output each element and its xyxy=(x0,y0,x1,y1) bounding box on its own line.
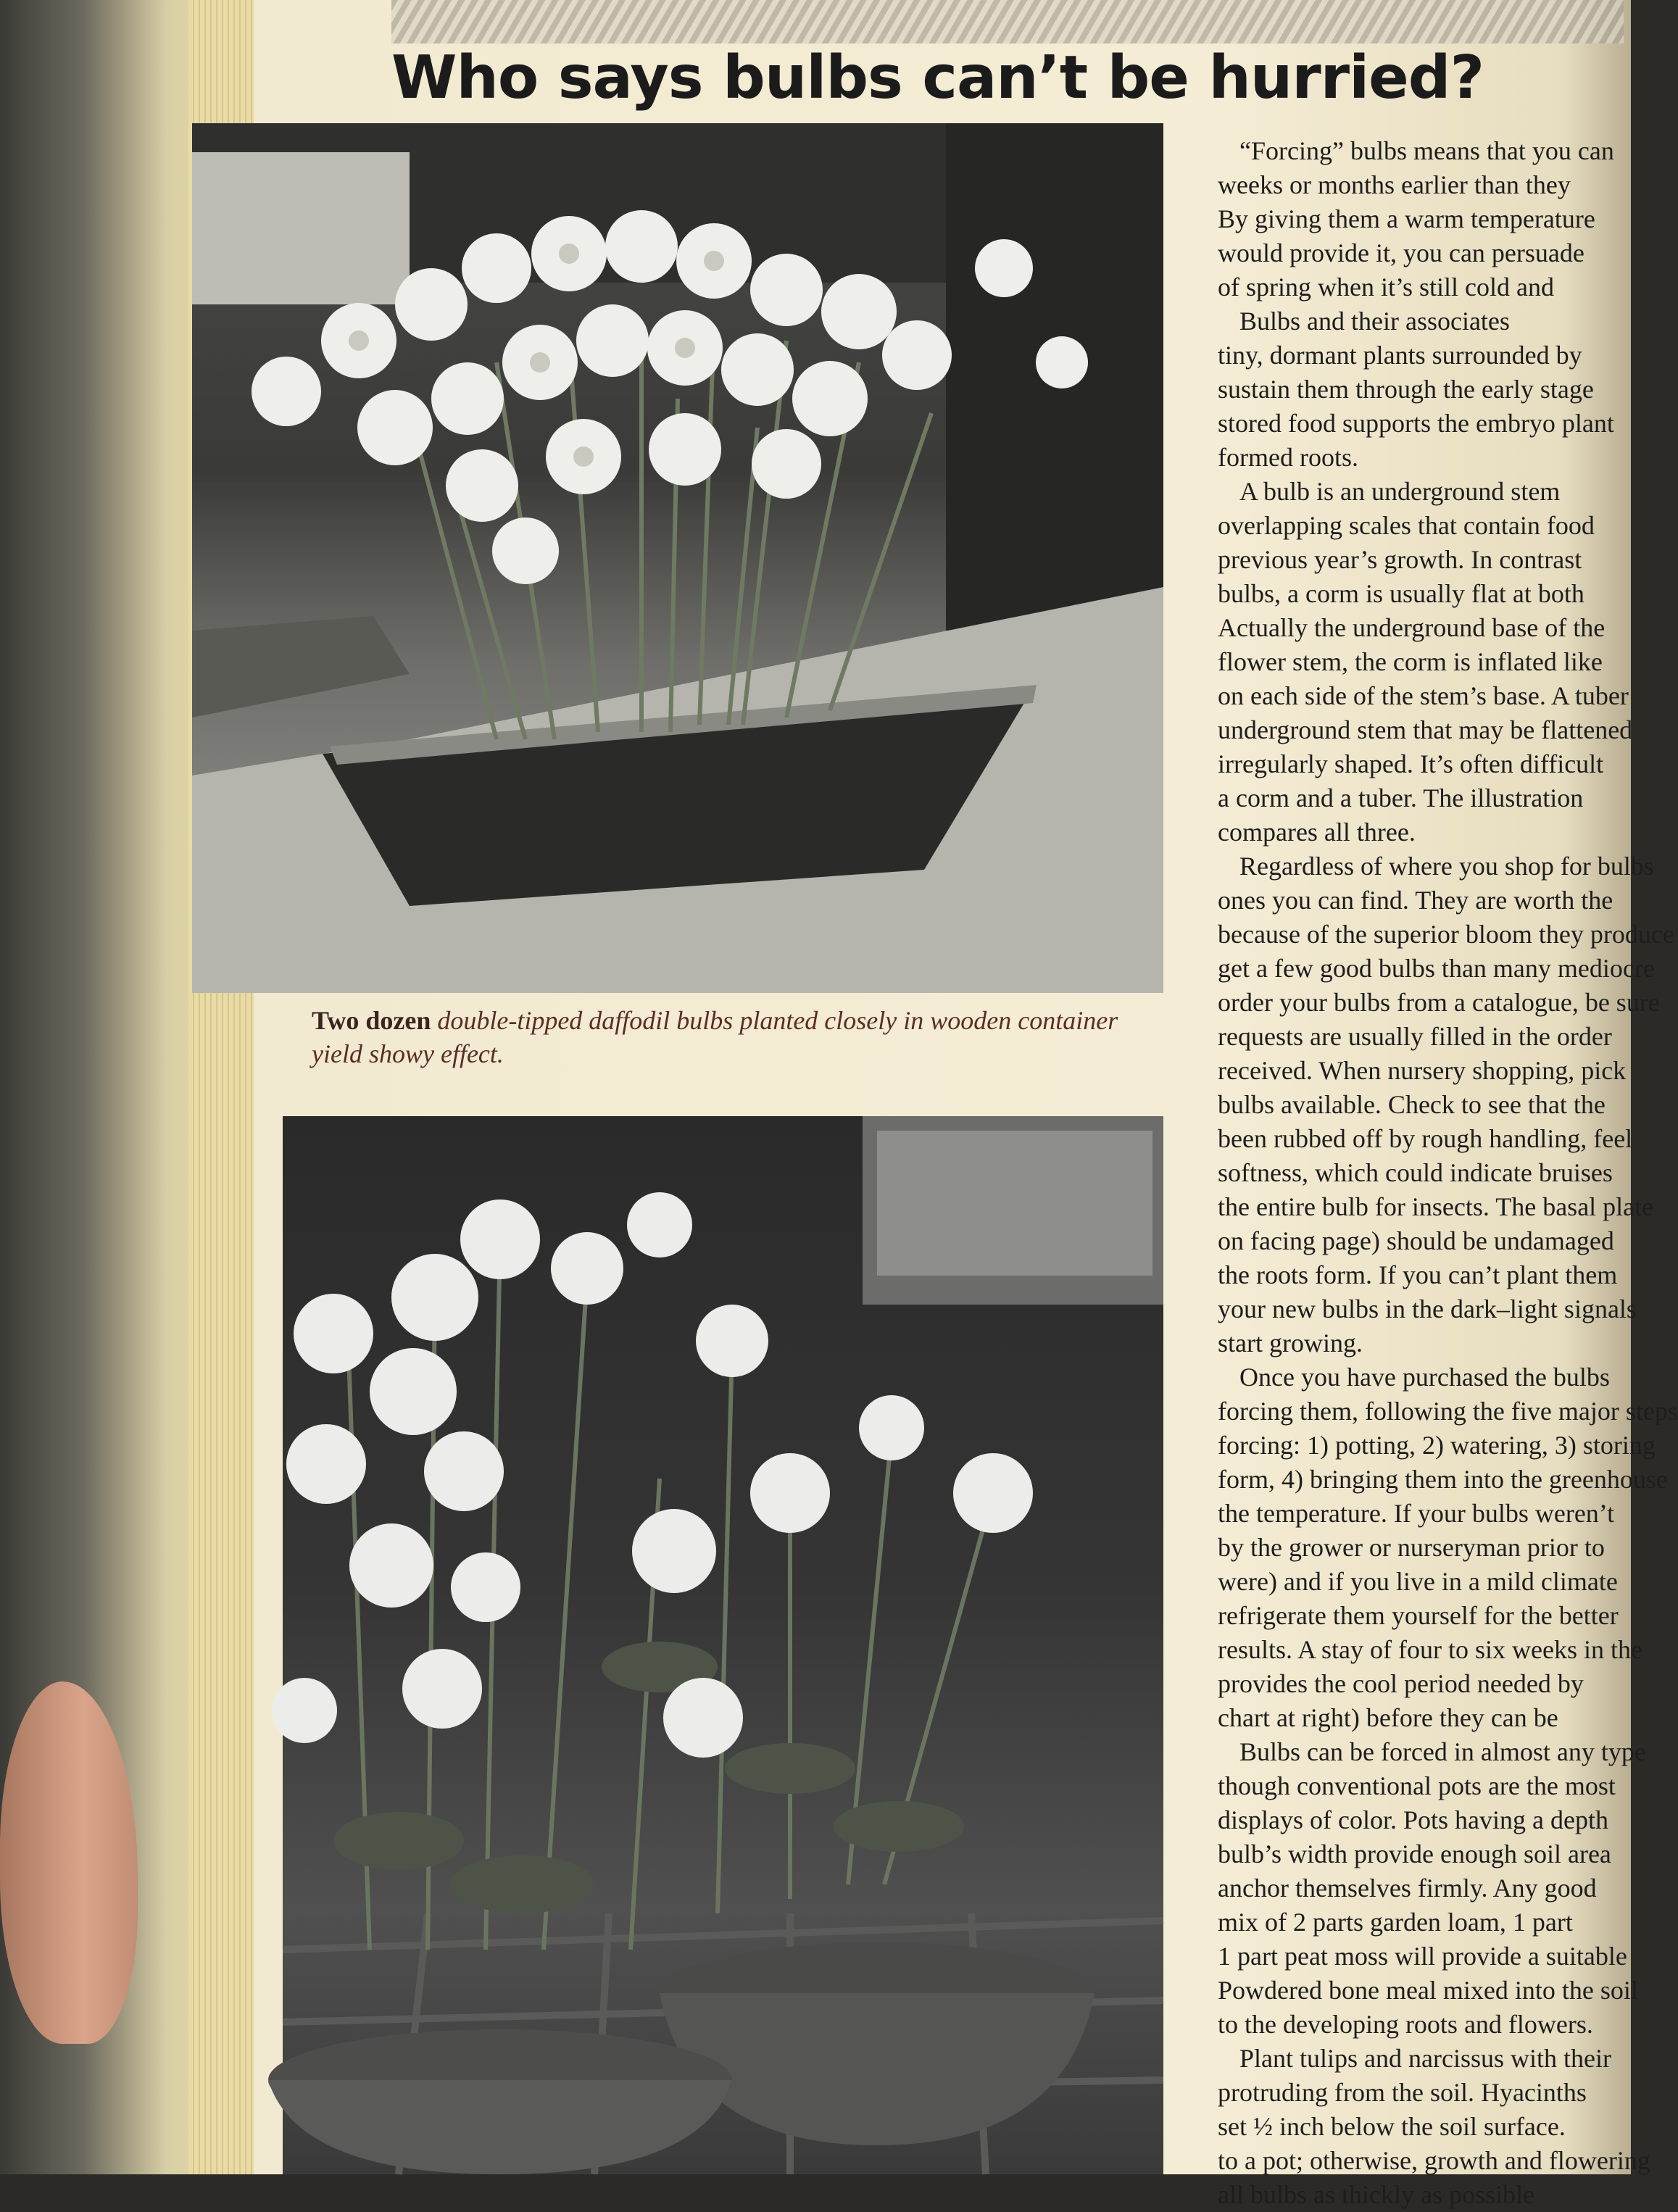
body-line: the temperature. If your bulbs weren’t xyxy=(1218,1499,1615,1528)
body-line: order your bulbs from a catalogue, be sure xyxy=(1218,988,1660,1017)
body-line: bulb’s width provide enough soil area xyxy=(1218,1839,1611,1868)
body-line: to the developing roots and flowers. xyxy=(1218,2010,1593,2039)
body-line: Powdered bone meal mixed into the soil xyxy=(1218,1976,1638,2005)
body-line: compares all three. xyxy=(1218,818,1416,847)
body-line: would provide it, you can persuade xyxy=(1218,238,1584,267)
photo-caption xyxy=(312,1004,1145,1070)
body-line: set ½ inch below the soil surface. xyxy=(1218,2112,1566,2141)
body-line: By giving them a warm temperature xyxy=(1218,204,1595,233)
body-line: “Forcing” bulbs means that you can xyxy=(1239,136,1614,165)
caption-text: double-tipped daffodil bulbs planted closely in wooden container yield showy effect. xyxy=(312,1006,1118,1068)
body-line: Bulbs can be forced in almost any type xyxy=(1239,1737,1646,1766)
body-line: chart at right) before they can be xyxy=(1218,1703,1558,1732)
body-line: start growing. xyxy=(1218,1329,1363,1357)
body-line: bulbs, a corm is usually flat at both xyxy=(1218,579,1584,608)
body-line: Plant tulips and narcissus with their xyxy=(1239,2044,1611,2073)
body-line: Bulbs and their associates xyxy=(1239,307,1510,336)
body-line: softness, which could indicate bruises xyxy=(1218,1158,1613,1187)
page-title: Who says bulbs can’t be hurried? xyxy=(391,43,1484,112)
body-line: weeks or months earlier than they xyxy=(1218,170,1571,199)
daffodil-photo xyxy=(192,123,1163,993)
body-line: displays of color. Pots having a depth xyxy=(1218,1805,1608,1834)
tulip-photo xyxy=(283,1116,1163,2174)
body-line: by the grower or nurseryman prior to xyxy=(1218,1533,1605,1562)
body-line: stored food supports the embryo plant xyxy=(1218,409,1614,438)
body-line: forcing: 1) potting, 2) watering, 3) storing xyxy=(1218,1431,1656,1460)
body-line: because of the superior bloom they produce xyxy=(1218,920,1674,949)
body-line: the roots form. If you can’t plant them xyxy=(1218,1260,1618,1289)
body-line: all bulbs as thickly as possible xyxy=(1218,2180,1534,2209)
body-line: sustain them through the early stage xyxy=(1218,375,1594,404)
body-line: though conventional pots are the most xyxy=(1218,1771,1616,1800)
body-line: your new bulbs in the dark–light signals xyxy=(1218,1294,1637,1323)
body-line: been rubbed off by rough handling, feel xyxy=(1218,1124,1633,1153)
body-line: received. When nursery shopping, pick xyxy=(1218,1056,1627,1085)
body-line: anchor themselves firmly. Any good xyxy=(1218,1874,1597,1903)
body-line: formed roots. xyxy=(1218,443,1358,472)
body-line: of spring when it’s still cold and xyxy=(1218,273,1554,302)
article-body xyxy=(1218,134,1678,2209)
body-line: ones you can find. They are worth the xyxy=(1218,886,1613,915)
body-line: bulbs available. Check to see that the xyxy=(1218,1090,1606,1119)
body-line: were) and if you live in a mild climate xyxy=(1218,1567,1618,1596)
tulip-illustration xyxy=(283,1116,1163,2174)
body-line: form, 4) bringing them into the greenhouse xyxy=(1218,1465,1668,1494)
body-line: previous year’s growth. In contrast xyxy=(1218,545,1582,574)
body-line: mix of 2 parts garden loam, 1 part xyxy=(1218,1908,1573,1937)
body-line: to a pot; otherwise, growth and flowering xyxy=(1218,2146,1650,2175)
decorative-band xyxy=(391,0,1624,43)
body-line: refrigerate them yourself for the better xyxy=(1218,1601,1619,1630)
body-line: requests are usually filled in the order xyxy=(1218,1022,1612,1051)
body-line: irregularly shaped. It’s often difficult xyxy=(1218,749,1604,778)
body-line: the entire bulb for insects. The basal plate xyxy=(1218,1192,1654,1221)
body-line: provides the cool period needed by xyxy=(1218,1669,1584,1698)
body-line: a corm and a tuber. The illustration xyxy=(1218,783,1584,812)
body-line: flower stem, the corm is inflated like xyxy=(1218,647,1603,676)
body-line: Actually the underground base of the xyxy=(1218,613,1606,642)
daffodil-illustration xyxy=(192,123,1163,993)
body-line: tiny, dormant plants surrounded by xyxy=(1218,341,1582,370)
caption-lead: Two dozen xyxy=(312,1006,431,1035)
body-line: results. A stay of four to six weeks in the xyxy=(1218,1635,1642,1664)
body-line: A bulb is an underground stem xyxy=(1239,477,1561,506)
body-line: protruding from the soil. Hyacinths xyxy=(1218,2078,1587,2107)
body-line: underground stem that may be flattened xyxy=(1218,715,1633,744)
body-line: Once you have purchased the bulbs xyxy=(1239,1363,1610,1392)
body-line: on facing page) should be undamaged xyxy=(1218,1226,1614,1255)
body-line: get a few good bulbs than many mediocre xyxy=(1218,954,1655,983)
body-line: forcing them, following the five major steps xyxy=(1218,1397,1678,1426)
body-line: 1 part peat moss will provide a suitable xyxy=(1218,1942,1627,1971)
body-line: overlapping scales that contain food xyxy=(1218,511,1595,540)
body-line: on each side of the stem’s base. A tuber xyxy=(1218,681,1629,710)
body-line: Regardless of where you shop for bulbs xyxy=(1239,852,1654,881)
